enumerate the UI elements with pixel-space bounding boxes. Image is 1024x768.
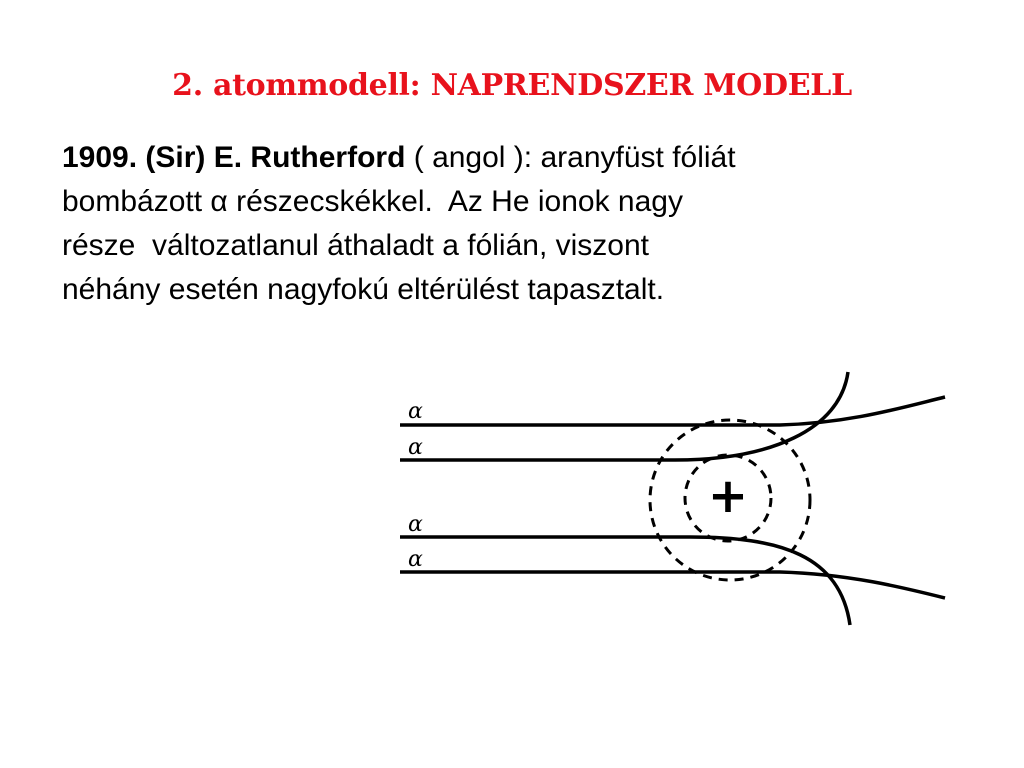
alpha-path-2 <box>400 372 848 460</box>
body-line-4: néhány esetén nagyfokú eltérülést tapasztalt. <box>62 273 665 306</box>
slide-title: 2. atommodell: NAPRENDSZER MODELL <box>172 68 852 103</box>
alpha-label-2: α <box>408 435 423 460</box>
alpha-path-4 <box>400 572 945 598</box>
alpha-label-3: α <box>408 512 423 537</box>
body-line-2: bombázott α részecskékkel. Az He ionok nagy <box>62 185 683 218</box>
body-line-1-rest: ( angol ): aranyfüst fóliát <box>405 141 736 174</box>
alpha-label-4: α <box>408 547 423 572</box>
alpha-path-3 <box>400 537 850 625</box>
alpha-path-1 <box>400 397 945 425</box>
body-bold-lead: 1909. (Sir) E. Rutherford <box>62 141 406 174</box>
alpha-label-1: α <box>408 399 423 424</box>
body-line-3: része változatlanul áthaladt a fólián, viszont <box>62 229 650 262</box>
nucleus-plus-sign: + <box>707 468 749 524</box>
